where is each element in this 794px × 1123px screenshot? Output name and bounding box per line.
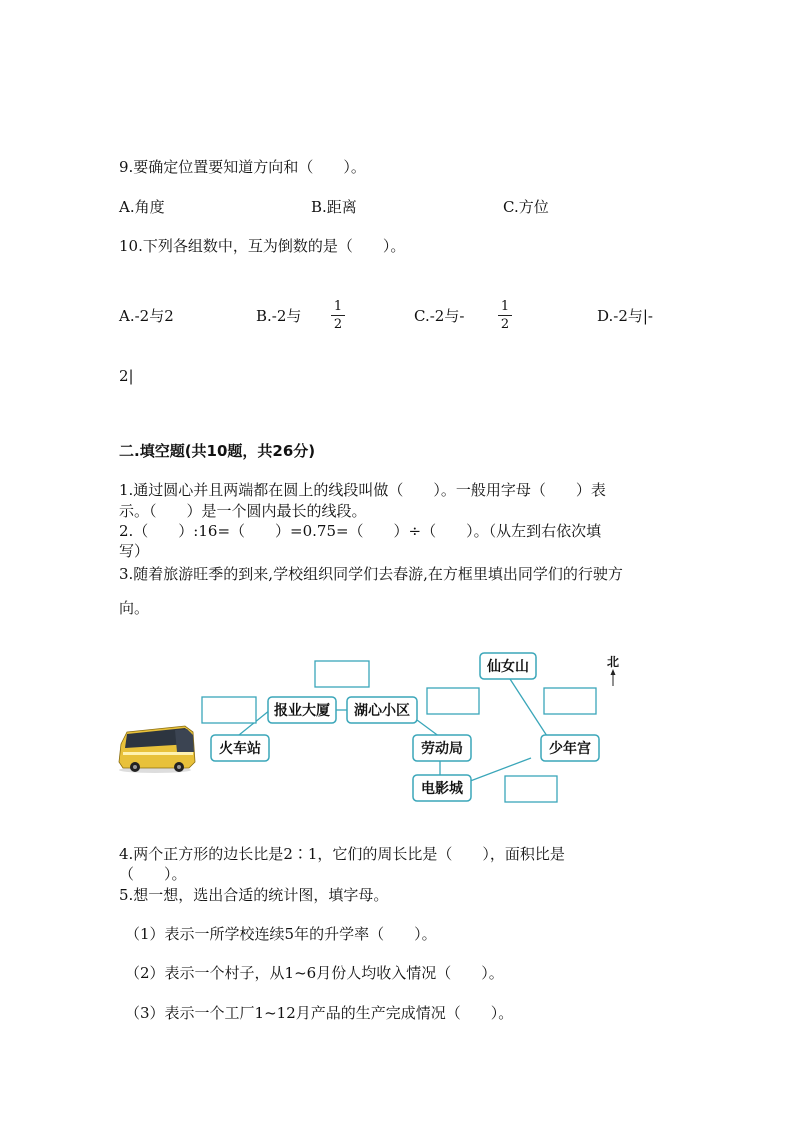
section-2-title: 二.填空题(共10题，共26分) xyxy=(119,442,316,460)
answer-box-4[interactable] xyxy=(544,688,596,714)
question-9-option-b: B.距离 xyxy=(311,198,357,216)
bus-icon xyxy=(119,726,195,773)
answer-boxes xyxy=(202,661,596,802)
question-9-stem: 9.要确定位置要知道方向和（ ）。 xyxy=(119,158,366,176)
fill-4-line-2: （ ）。 xyxy=(119,865,187,883)
question-10-option-c: C.-2与- xyxy=(414,307,465,325)
fraction-numerator: 1 xyxy=(500,299,510,314)
route-line-xiannv-shaonian xyxy=(510,679,547,736)
place-label-laodongju: 劳动局 xyxy=(421,741,463,757)
answer-box-1[interactable] xyxy=(315,661,369,687)
fill-4-line-1: 4.两个正方形的边长比是2∶1，它们的周长比是（ ），面积比是 xyxy=(119,845,565,863)
fill-5-item-3: （3）表示一个工厂1~12月产品的生产完成情况（ ）。 xyxy=(125,1004,514,1022)
question-9-option-c: C.方位 xyxy=(503,198,549,216)
fraction-bar xyxy=(331,315,345,316)
fraction-denominator: 2 xyxy=(500,317,510,332)
fill-3-line-1: 3.随着旅游旺季的到来,学校组织同学们去春游,在方框里填出同学们的行驶方 xyxy=(119,565,623,583)
fraction-bar xyxy=(498,315,512,316)
answer-box-2[interactable] xyxy=(202,697,256,723)
question-9-option-a: A.角度 xyxy=(119,198,165,216)
route-lines xyxy=(239,679,547,783)
north-arrow-head xyxy=(611,669,616,675)
route-map-diagram xyxy=(115,640,635,810)
place-label-huochezhan: 火车站 xyxy=(219,741,261,757)
north-arrow xyxy=(607,655,619,686)
answer-box-5[interactable] xyxy=(505,776,557,802)
fill-3-line-2: 向。 xyxy=(119,599,150,617)
fill-1-line-2: 示。（ ）是一个圆内最长的线段。 xyxy=(119,502,367,520)
place-label-huxin-xiaoqu: 湖心小区 xyxy=(354,703,410,719)
north-label: 北 xyxy=(606,655,620,669)
place-label-shaoniangong: 少年宫 xyxy=(549,741,591,757)
place-label-baoye-dasha: 报业大厦 xyxy=(274,703,330,719)
fill-5-item-2: （2）表示一个村子，从1~6月份人均收入情况（ ）。 xyxy=(125,964,504,982)
question-10-option-d: D.-2与|- xyxy=(597,307,653,325)
fraction-one-half-b xyxy=(331,299,345,332)
question-10-option-a: A.-2与2 xyxy=(119,307,174,325)
question-10-option-b: B.-2与 xyxy=(256,307,302,325)
place-label-dianyingcheng: 电影城 xyxy=(421,781,463,797)
fill-5-item-1: （1）表示一所学校连续5年的升学率（ ）。 xyxy=(125,925,437,943)
answer-box-3[interactable] xyxy=(427,688,479,714)
question-10-stem: 10.下列各组数中，互为倒数的是（ ）。 xyxy=(119,237,406,255)
fill-2-line-2: 写） xyxy=(119,542,150,560)
fill-5-stem: 5.想一想，选出合适的统计图，填字母。 xyxy=(119,886,389,904)
place-label-xiannvshan: 仙女山 xyxy=(487,659,529,675)
question-10-option-d-continued: 2| xyxy=(119,367,134,385)
fill-1-line-1: 1.通过圆心并且两端都在圆上的线段叫做（ ）。一般用字母（ ）表 xyxy=(119,481,606,499)
fraction-numerator: 1 xyxy=(333,299,343,314)
fraction-denominator: 2 xyxy=(333,317,343,332)
fraction-one-half-c xyxy=(498,299,512,332)
fill-2-line-1: 2.（ ）:16=（ ）=0.75=（ ）÷（ ）。（从左到右依次填 xyxy=(119,522,602,540)
